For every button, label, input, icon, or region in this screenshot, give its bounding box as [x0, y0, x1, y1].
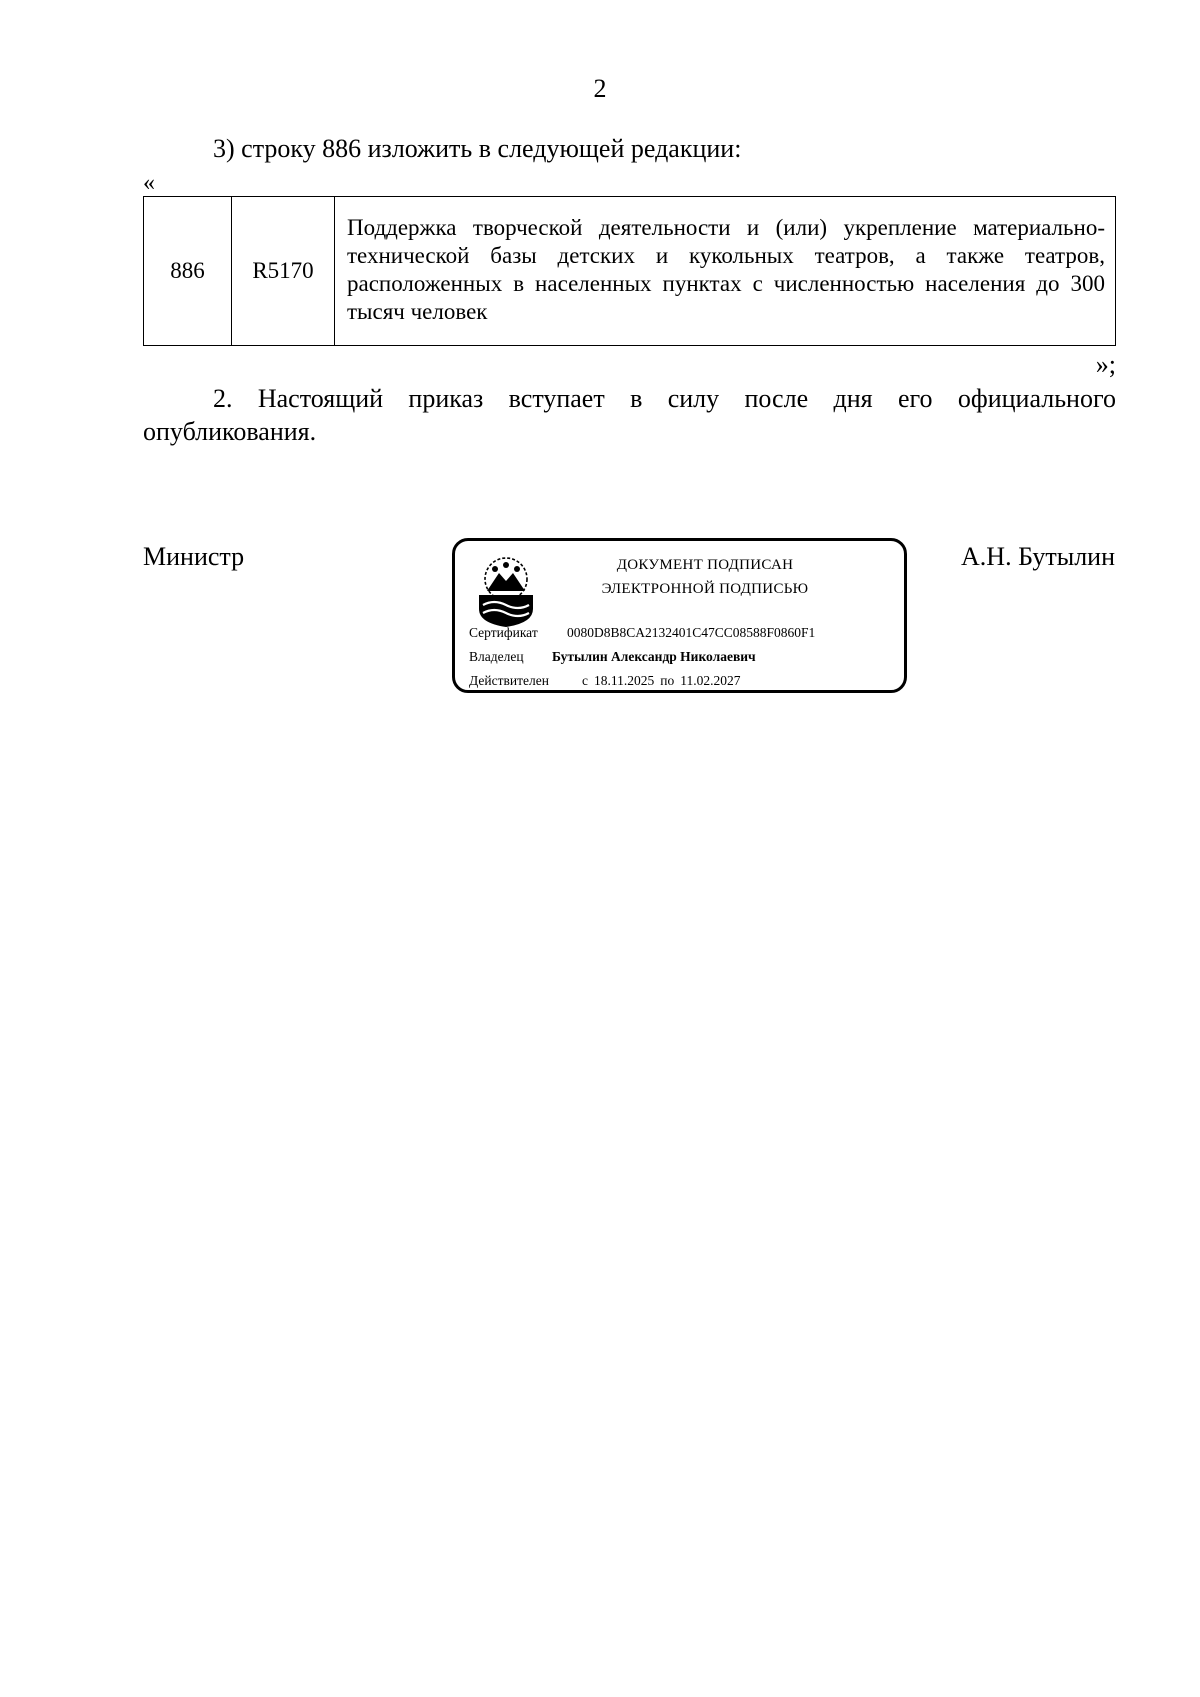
certificate-value: 0080D8B8CA2132401C47CC08588F0860F1	[567, 625, 816, 640]
stamp-certificate-row	[469, 625, 815, 641]
valid-from-prefix: с	[582, 673, 588, 688]
electronic-signature-stamp	[452, 538, 907, 693]
row-text-cell: Поддержка творческой деятельности и (или) укрепление материально-технической базы детских и кукольных театров, а также театров, расположенных в населенных пунктах с численностью населения до 300 тысяч человек	[335, 197, 1116, 346]
coat-of-arms-icon	[471, 551, 541, 629]
page-number: 2	[593, 74, 607, 103]
stamp-header-line-1: ДОКУМЕНТ ПОДПИСАН	[616, 557, 794, 573]
stamp-header	[555, 553, 855, 601]
stamp-header-line-2: ЭЛЕКТРОННОЙ ПОДПИСЬЮ	[601, 581, 809, 597]
valid-from-date: 18.11.2025	[594, 673, 655, 688]
stamp-owner-row	[469, 649, 756, 665]
effective-date-paragraph: 2. Настоящий приказ вступает в силу после дня его официального опубликования.	[143, 384, 1116, 446]
owner-value: Бутылин Александр Николаевич	[552, 649, 756, 664]
validity-label: Действителен	[469, 673, 549, 688]
stamp-validity-row	[469, 673, 740, 689]
valid-to-prefix: по	[660, 673, 675, 688]
table-row	[144, 197, 1116, 346]
closing-quote: »;	[1095, 350, 1116, 379]
certificate-label: Сертификат	[469, 625, 538, 640]
valid-to-date: 11.02.2027	[680, 673, 741, 688]
owner-label: Владелец	[469, 649, 524, 664]
row-number-cell: 886	[144, 197, 232, 346]
signatory-name: А.Н. Бутылин	[961, 542, 1115, 571]
signatory-title: Министр	[143, 542, 245, 571]
opening-quote: «	[143, 170, 155, 196]
row-code-cell: R5170	[232, 197, 335, 346]
amendment-intro: 3) строку 886 изложить в следующей редакции:	[213, 134, 742, 163]
amendment-table	[143, 196, 1116, 346]
